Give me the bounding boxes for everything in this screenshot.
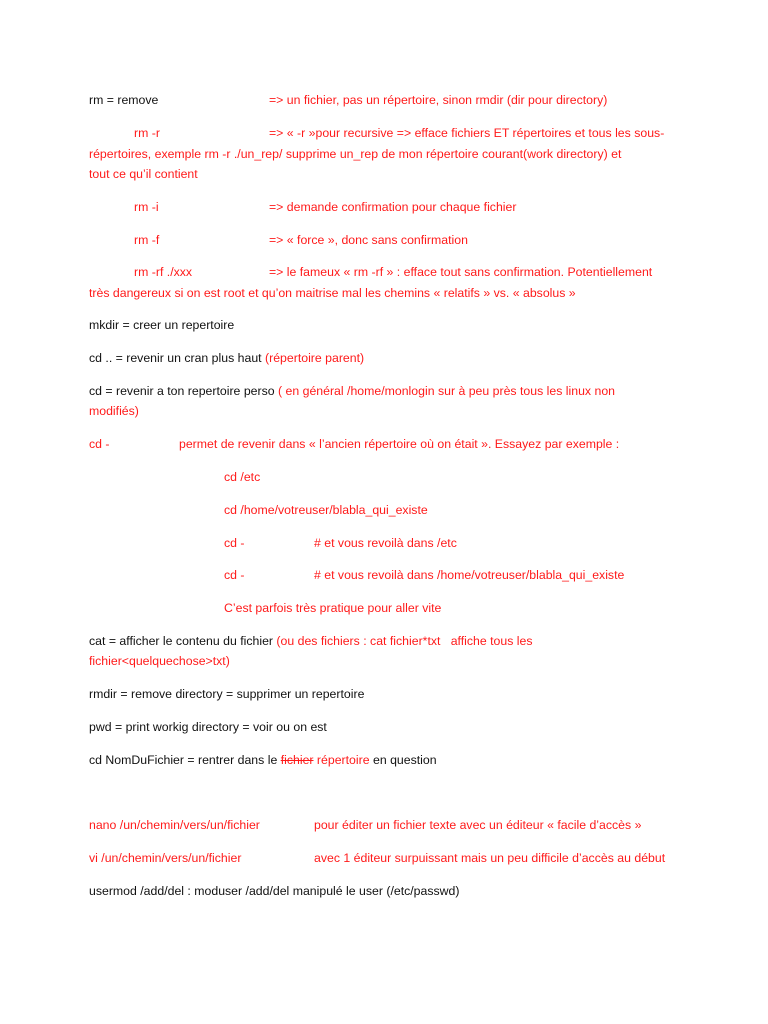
rm-rf-description: => le fameux « rm -rf » : efface tout sans confirmation. Potentiellement: [269, 265, 653, 279]
rm-i-description: => demande confirmation pour chaque fichier: [269, 200, 517, 214]
example-cd-dash-1: cd -: [224, 536, 245, 550]
rm-command: rm = remove: [89, 93, 159, 107]
rm-i-command: rm -i: [134, 200, 159, 214]
example-cd-dash-2: cd -: [224, 568, 245, 582]
example-tip: C’est parfois très pratique pour aller vite: [224, 601, 442, 615]
cd-name-prefix: cd NomDuFichier = rentrer dans le: [89, 753, 281, 767]
rm-description: => un fichier, pas un répertoire, sinon rmdir (dir pour directory): [269, 93, 608, 107]
cd-dash-description: permet de revenir dans « l’ancien répertoire où on était ». Essayez par exemple :: [179, 437, 620, 451]
cat-command: cat = afficher le contenu du fichier: [89, 634, 277, 648]
rm-line: [89, 90, 689, 110]
example-comment-1: # et vous revoilà dans /etc: [314, 536, 457, 550]
nano-command: nano /un/chemin/vers/un/fichier: [89, 818, 260, 832]
cd-name-suffix: en question: [369, 753, 437, 767]
cd-parent-command: cd .. = revenir un cran plus haut: [89, 351, 266, 365]
cd-name-replacement: répertoire: [313, 753, 370, 767]
cd-parent-line: [89, 348, 689, 368]
cd-parent-note: (répertoire parent): [265, 351, 365, 365]
example-cd-etc: cd /etc: [224, 470, 261, 484]
vi-description: avec 1 éditeur surpuissant mais un peu difficile d’accès au début: [314, 851, 666, 865]
rmdir-line: rmdir = remove directory = supprimer un repertoire: [89, 687, 365, 701]
cd-home-line: [89, 381, 689, 401]
rm-r-description: => « -r »pour recursive => efface fichiers ET répertoires et tous les sous-: [269, 126, 665, 140]
cd-dash-command: cd -: [89, 437, 110, 451]
cd-home-note: ( en général /home/monlogin sur à peu près tous les linux non: [278, 384, 615, 398]
nano-line: [89, 815, 689, 835]
rm-rf-command: rm -rf ./xxx: [134, 265, 193, 279]
cat-note-cont: fichier<quelquechose>txt): [89, 654, 230, 668]
rm-rf-description-cont: très dangereux si on est root et qu’on maitrise mal les chemins « relatifs » vs. « absolus »: [89, 286, 576, 300]
rm-r-description-cont: répertoires, exemple rm -r ./un_rep/ supprime un_rep de mon répertoire courant(work directory) et: [89, 147, 622, 161]
rm-f-description: => « force », donc sans confirmation: [269, 233, 468, 247]
cd-name-line: [89, 750, 689, 770]
vi-line: [89, 848, 689, 868]
vi-command: vi /un/chemin/vers/un/fichier: [89, 851, 242, 865]
example-comment-2: # et vous revoilà dans /home/votreuser/blabla_qui_existe: [314, 568, 625, 582]
usermod-line: usermod /add/del : moduser /add/del manipulé le user (/etc/passwd): [89, 884, 460, 898]
rm-f-command: rm -f: [134, 233, 160, 247]
nano-description: pour éditer un fichier texte avec un éditeur « facile d’accès »: [314, 818, 642, 832]
cd-home-note-cont: modifiés): [89, 404, 139, 418]
mkdir-line: mkdir = creer un repertoire: [89, 318, 235, 332]
rm-r-command: rm -r: [134, 126, 160, 140]
cat-line: [89, 631, 689, 651]
pwd-line: pwd = print workig directory = voir ou on est: [89, 720, 327, 734]
example-cd-home: cd /home/votreuser/blabla_qui_existe: [224, 503, 428, 517]
cd-home-command: cd = revenir a ton repertoire perso: [89, 384, 278, 398]
cd-dash-line: [89, 434, 689, 454]
cat-note: (ou des fichiers : cat fichier*txt affiche tous les: [276, 634, 533, 648]
rm-r-description-end: tout ce qu’il contient: [89, 167, 198, 181]
cd-name-struck-word: fichier: [280, 753, 314, 767]
